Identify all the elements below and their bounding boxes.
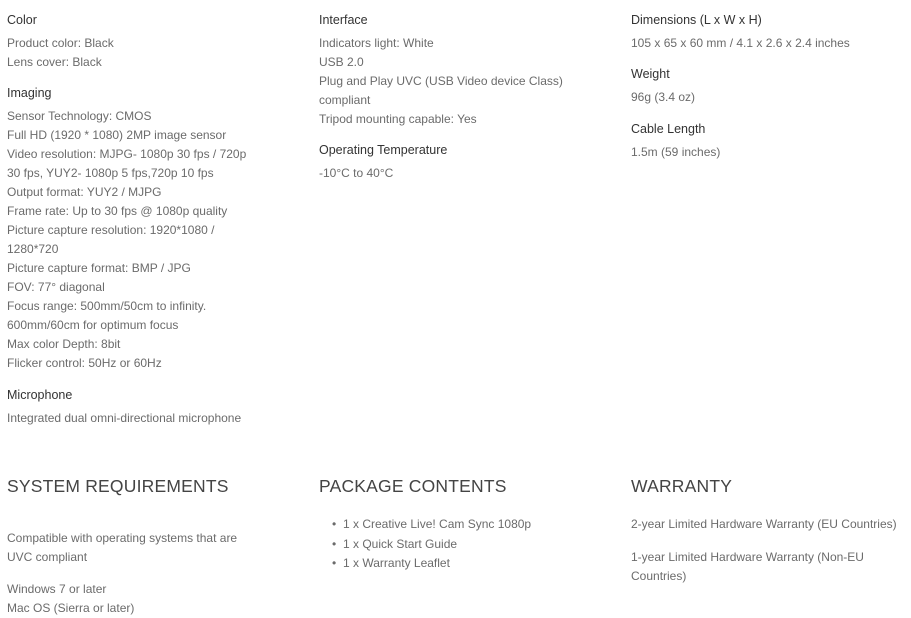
spec-line: Output format: YUY2 / MJPG <box>7 185 162 199</box>
operating-temperature-heading: Operating Temperature <box>319 143 448 157</box>
package-contents-title: PACKAGE CONTENTS <box>319 476 507 496</box>
dimensions-section <box>631 11 762 30</box>
spec-line: UVC compliant <box>7 550 88 564</box>
spec-line: 600mm/60cm for optimum focus <box>7 318 179 332</box>
spec-line: Indicators light: White <box>319 36 434 50</box>
spec-line: Lens cover: Black <box>7 55 102 69</box>
imaging-heading: Imaging <box>7 86 52 100</box>
spec-line: Flicker control: 50Hz or 60Hz <box>7 356 162 370</box>
spec-line: -10°C to 40°C <box>319 166 394 180</box>
interface-section <box>319 11 368 30</box>
spec-line: 96g (3.4 oz) <box>631 90 696 104</box>
weight-heading: Weight <box>631 67 670 81</box>
package-contents-list <box>319 515 531 574</box>
warranty-section <box>631 474 732 498</box>
list-item: • 1 x Quick Start Guide <box>319 535 531 555</box>
spec-line: Countries) <box>631 569 687 583</box>
system-requirements-compat <box>7 529 237 567</box>
interface-heading: Interface <box>319 13 368 27</box>
spec-line: Focus range: 500mm/50cm to infinity. <box>7 299 207 313</box>
microphone-lines <box>7 409 241 428</box>
cable-length-heading: Cable Length <box>631 122 706 136</box>
spec-line: Tripod mounting capable: Yes <box>319 112 477 126</box>
spec-line: Integrated dual omni-directional microphone <box>7 411 242 425</box>
spec-line: Plug and Play UVC (USB Video device Class) <box>319 74 563 88</box>
operating-temperature-lines <box>319 164 393 183</box>
spec-line: Mac OS (Sierra or later) <box>7 601 135 615</box>
imaging-section <box>7 84 51 103</box>
dimensions-heading: Dimensions (L x W x H) <box>631 13 762 27</box>
spec-line: 1.5m (59 inches) <box>631 145 721 159</box>
imaging-lines <box>7 107 246 373</box>
package-contents-section <box>319 474 507 498</box>
system-requirements-os <box>7 580 134 618</box>
microphone-heading: Microphone <box>7 388 73 402</box>
cable-length-section <box>631 120 705 139</box>
spec-line: Full HD (1920 * 1080) 2MP image sensor <box>7 128 227 142</box>
system-requirements-title: SYSTEM REQUIREMENTS <box>7 476 229 496</box>
spec-line: Video resolution: MJPG- 1080p 30 fps / 720p <box>7 147 247 161</box>
cable-length-lines <box>631 143 720 162</box>
system-requirements-section <box>7 474 229 498</box>
package-contents-list-wrap <box>319 515 531 574</box>
warranty-eu <box>631 515 897 534</box>
spec-line: Sensor Technology: CMOS <box>7 109 152 123</box>
spec-line: Picture capture format: BMP / JPG <box>7 261 191 275</box>
color-heading: Color <box>7 13 37 27</box>
spec-line: 105 x 65 x 60 mm / 4.1 x 2.6 x 2.4 inches <box>631 36 850 50</box>
spec-line: 1-year Limited Hardware Warranty (Non-EU <box>631 550 864 564</box>
spec-line: 2-year Limited Hardware Warranty (EU Countries) <box>631 517 897 531</box>
color-lines <box>7 34 114 72</box>
spec-line: Max color Depth: 8bit <box>7 337 121 351</box>
warranty-non-eu <box>631 548 864 586</box>
spec-line: compliant <box>319 93 371 107</box>
spec-line: 30 fps, YUY2- 1080p 5 fps,720p 10 fps <box>7 166 214 180</box>
spec-line: Windows 7 or later <box>7 582 107 596</box>
spec-line: Product color: Black <box>7 36 114 50</box>
dimensions-lines <box>631 34 850 53</box>
spec-line: USB 2.0 <box>319 55 364 69</box>
spec-line: Picture capture resolution: 1920*1080 / <box>7 223 215 237</box>
weight-section <box>631 65 670 84</box>
warranty-title: WARRANTY <box>631 476 733 496</box>
spec-line: Compatible with operating systems that are <box>7 531 238 545</box>
spec-line: FOV: 77° diagonal <box>7 280 105 294</box>
list-item: • 1 x Warranty Leaflet <box>319 554 531 574</box>
weight-lines <box>631 88 695 107</box>
color-section <box>7 11 37 30</box>
spec-line: Frame rate: Up to 30 fps @ 1080p quality <box>7 204 228 218</box>
microphone-section <box>7 386 72 405</box>
interface-lines <box>319 34 563 129</box>
operating-temperature-section <box>319 141 447 160</box>
list-item: • 1 x Creative Live! Cam Sync 1080p <box>319 515 531 535</box>
spec-line: 1280*720 <box>7 242 59 256</box>
